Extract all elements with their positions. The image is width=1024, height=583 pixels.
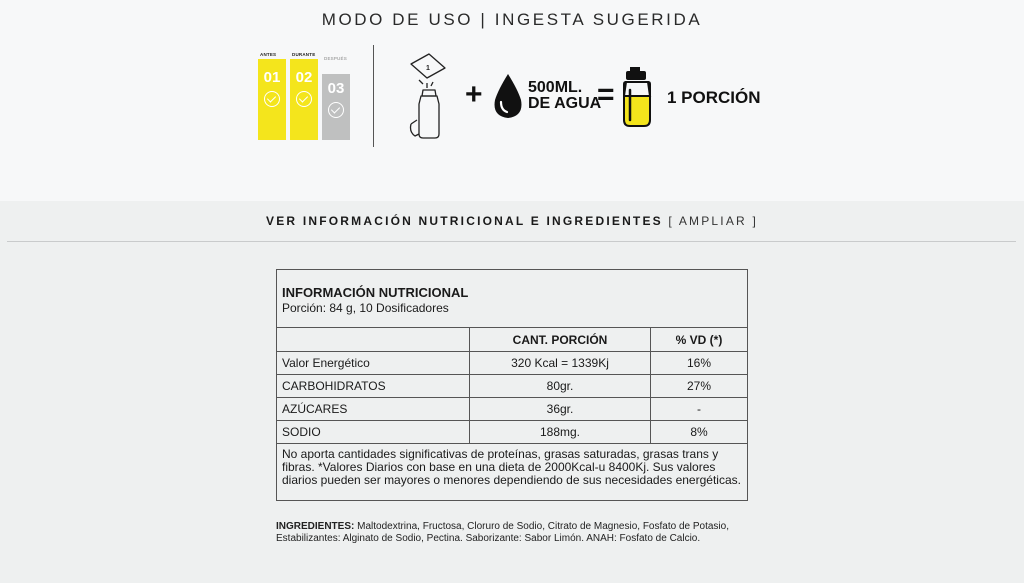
sachet-bottle-icon [405, 50, 455, 142]
timing-after-label: DESPUÉS [324, 56, 347, 61]
usage-section [0, 0, 1024, 200]
water-amount: 500ML. DE AGUA [528, 79, 602, 112]
ingredients-label: INGREDIENTES: [276, 521, 355, 532]
timing-during-label: DURANTE [292, 52, 316, 57]
nutrition-expand-link[interactable] [0, 214, 1024, 228]
timing-blocks [258, 52, 350, 140]
bottle-icon [623, 66, 653, 128]
plus-sign: + [465, 78, 483, 111]
timing-during [290, 52, 318, 140]
nutrition-section [0, 201, 1024, 583]
table-row: AZÚCARES 36gr. - [277, 398, 748, 421]
water-drop-icon [492, 72, 524, 120]
table-header: CANT. PORCIÓN % VD (*) [277, 328, 748, 352]
sachet-number: 1 [426, 65, 430, 72]
timing-during-number: 02 [295, 69, 313, 86]
nutrition-note: No aporta cantidades significativas de proteínas, grasas saturadas, grasas trans y fibras. *Valores Diarios con base en una dieta de 2000Kcal-u 8400Kj. Sus valores diarios pueden ser mayores o menores dependiendo de sus necesidades energéticas. [277, 444, 748, 501]
table-row: CARBOHIDRATOS 80gr. 27% [277, 375, 748, 398]
table-row: SODIO 188mg. 8% [277, 421, 748, 444]
usage-title: MODO DE USO | INGESTA SUGERIDA [321, 10, 703, 29]
portion-label: 1 PORCIÓN [667, 88, 761, 107]
nutrition-link-label: VER INFORMACIÓN NUTRICIONAL E INGREDIENTES [266, 214, 663, 228]
check-circle-icon [328, 102, 344, 118]
timing-before [258, 52, 286, 140]
usage-diagram [405, 50, 765, 140]
check-circle-icon [296, 91, 312, 107]
timing-after [322, 52, 350, 140]
timing-after-number: 03 [327, 80, 345, 97]
divider [7, 241, 1016, 242]
ingredients-text [276, 521, 758, 545]
nutrition-table [276, 269, 748, 501]
equals-sign: = [597, 78, 615, 111]
ingredients-list: Maltodextrina, Fructosa, Cloruro de Sodio, Citrato de Magnesio, Fosfato de Potasio, Estabilizantes: Alginato de Sodio, Pectina. Saborizante: Sabor Limón. ANAH: Fosfato de Calcio. [276, 521, 729, 544]
divider [373, 45, 374, 147]
table-row: Valor Energético 320 Kcal = 1339Kj 16% [277, 352, 748, 375]
expand-button[interactable]: [ AMPLIAR ] [668, 214, 758, 228]
nutrition-title: INFORMACIÓN NUTRICIONAL [282, 285, 469, 300]
serving-size: Porción: 84 g, 10 Dosificadores [282, 301, 449, 315]
check-circle-icon [264, 91, 280, 107]
timing-before-label: ANTES [260, 52, 277, 57]
timing-before-number: 01 [263, 69, 281, 86]
